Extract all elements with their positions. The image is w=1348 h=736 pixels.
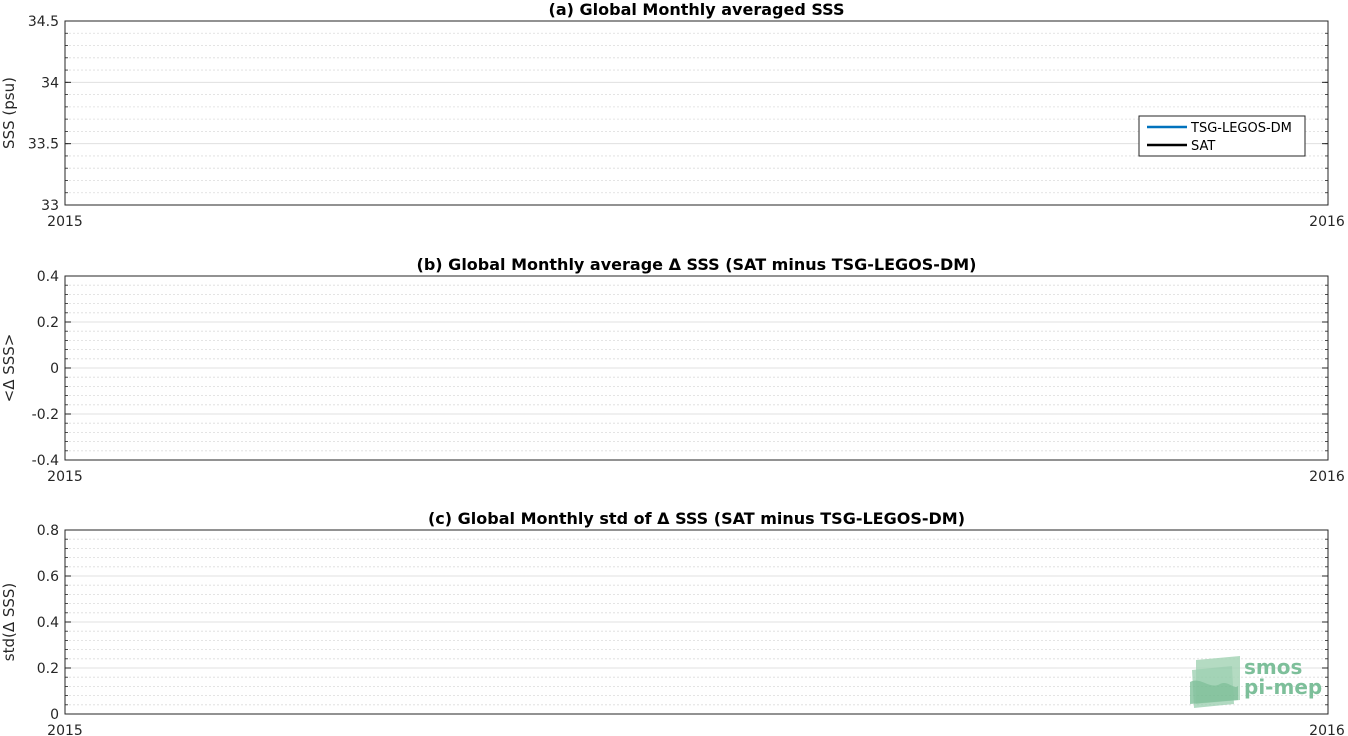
y-tick-label: 33: [41, 198, 59, 214]
chart-panel-3: [0, 509, 1345, 736]
logo-text-smos: smos: [1244, 655, 1303, 679]
y-tick-label: 34.5: [27, 14, 59, 30]
chart-panel-2: [0, 255, 1345, 485]
y-tick-label: 0.4: [36, 269, 59, 285]
chart-panel-1: [0, 0, 1345, 230]
y-tick-label: 0.2: [36, 315, 59, 331]
x-tick-label: 2016: [1309, 469, 1345, 485]
y-tick-label: 0.6: [36, 569, 59, 585]
y-tick-label: 0.2: [36, 661, 59, 677]
y-axis-label: SSS (psu): [0, 77, 18, 149]
x-tick-label: 2015: [47, 723, 83, 736]
chart-title: (a) Global Monthly averaged SSS: [548, 0, 845, 19]
logo-icon: [1190, 656, 1240, 708]
x-tick-label: 2015: [47, 469, 83, 485]
y-tick-label: 33.5: [27, 136, 59, 153]
logo-text-pi-mep: pi-mep: [1244, 675, 1323, 699]
chart-title: (b) Global Monthly average Δ SSS (SAT minus TSG-LEGOS-DM): [416, 255, 977, 274]
y-tick-label: 0: [50, 361, 59, 377]
y-tick-label: 34: [41, 75, 59, 92]
y-axis-label: std(Δ SSS): [0, 582, 18, 662]
legend-entry: TSG-LEGOS-DM: [1191, 121, 1292, 136]
chart-title: (c) Global Monthly std of Δ SSS (SAT minus TSG-LEGOS-DM): [427, 509, 966, 528]
legend-entry: SAT: [1191, 139, 1216, 154]
plot-area: [65, 21, 1328, 205]
x-tick-label: 2016: [1309, 214, 1345, 230]
y-tick-label: 0.8: [36, 523, 59, 539]
y-tick-label: 0.4: [36, 615, 59, 631]
x-tick-label: 2015: [47, 214, 83, 230]
y-tick-label: 0: [50, 707, 59, 723]
y-tick-label: -0.2: [31, 407, 59, 423]
y-tick-label: -0.4: [31, 453, 59, 469]
y-axis-label: <Δ SSS>: [0, 333, 18, 403]
x-tick-label: 2016: [1309, 723, 1345, 736]
legend: [1139, 116, 1305, 156]
